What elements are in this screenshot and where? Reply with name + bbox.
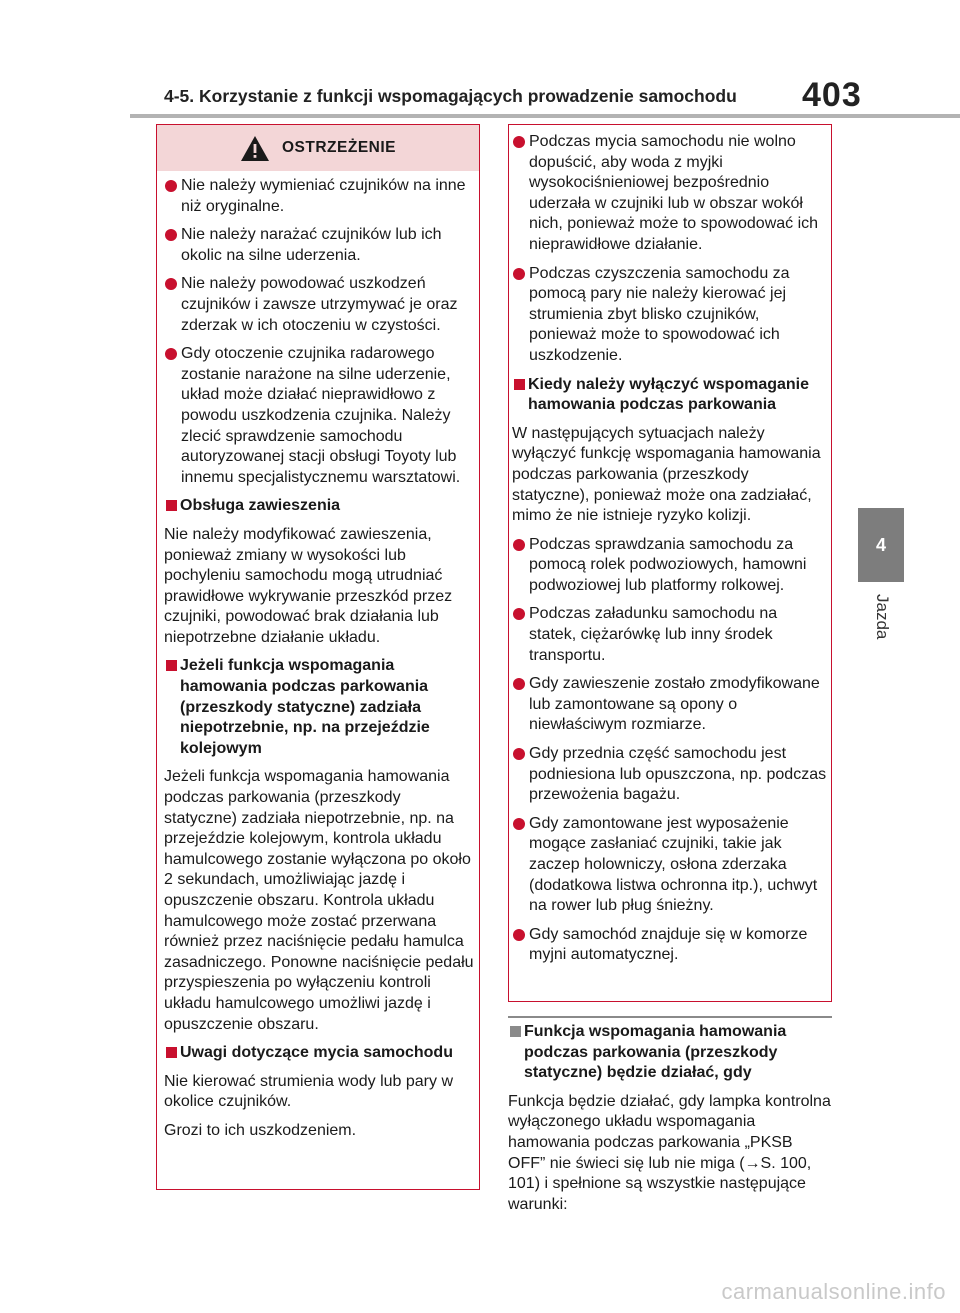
warning-triangle-icon bbox=[240, 135, 270, 162]
paragraph: Funkcja będzie działać, gdy lampka kontrolna wyłączonego układu wspomagania hamowania podczas parkowania „PKSB OFF” nie świeci się lub nie miga (→S. 100, 101) i spełnione są wszystkie następujące warunki: bbox=[508, 1092, 831, 1213]
chapter-tab[interactable]: 4 bbox=[858, 508, 904, 582]
page-number: 403 bbox=[802, 76, 862, 114]
right-column bbox=[512, 132, 828, 974]
left-column bbox=[164, 176, 476, 1150]
header-divider bbox=[130, 114, 960, 118]
paragraph: Grozi to ich uszkodzeniem. bbox=[164, 1121, 357, 1139]
paragraph: Nie należy modyfikować zawieszenia, ponieważ zmiany w wysokości lub pochyleniu samochodu mogą utrudniać prawidłowe wykrywanie przeszkód przez czujniki, powodować brak działania lub niepotrzebne działanie układu. bbox=[164, 525, 453, 646]
subsection-title: Obsługa zawieszenia bbox=[164, 496, 476, 517]
warning-header bbox=[157, 125, 479, 171]
paragraph: Nie kierować strumienia wody lub pary w okolice czujników. bbox=[164, 1072, 453, 1111]
list-item: Podczas mycia samochodu nie wolno dopuścić, aby woda z myjki wysokociśnieniowej bezpośrednio uderzała w czujniki lub w obszar wokół nich, ponieważ może to spowodować ich nieprawidłowe działanie. bbox=[512, 132, 828, 256]
paragraph: W następujących sytuacjach należy wyłączyć funkcję wspomagania hamowania podczas parkowania (przeszkody statyczne), ponieważ może ona zadziałać, mimo że nie istnieje ryzyko kolizji. bbox=[512, 424, 821, 525]
list-item: Nie należy wymieniać czujników na inne niż oryginalne. bbox=[164, 176, 476, 217]
list-item: Nie należy narażać czujników lub ich okolic na silne uderzenia. bbox=[164, 225, 476, 266]
list-item: Gdy przednia część samochodu jest podniesiona lub opuszczona, np. podczas przewożenia bagażu. bbox=[512, 744, 828, 806]
section-divider bbox=[508, 1016, 832, 1018]
bottom-section bbox=[508, 1022, 832, 1223]
warning-heading: OSTRZEŻENIE bbox=[281, 139, 396, 156]
subsection-title: Funkcja wspomagania hamowania podczas parkowania (przeszkody statyczne) będzie działać, gdy bbox=[508, 1022, 832, 1084]
list-item: Gdy zamontowane jest wyposażenie mogące zasłaniać czujniki, takie jak zaczep holowniczy, osłona zderzaka (dodatkowa listwa ochronna itp.), uchwyt na rower lub pług śnieżny. bbox=[512, 814, 828, 917]
list-item: Nie należy powodować uszkodzeń czujników i zawsze utrzymywać je oraz zderzak w ich otoczeniu w czystości. bbox=[164, 274, 476, 336]
list-item: Gdy otoczenie czujnika radarowego zostanie narażone na silne uderzenie, układ może działać nieprawidłowo z powodu uszkodzenia czujnika. Należy zlecić sprawdzenie samochodu autoryzowanej stacji obsługi Toyoty lub innemu specjalistycznemu warsztatowi. bbox=[164, 344, 476, 488]
subsection-title: Jeżeli funkcja wspomagania hamowania podczas parkowania (przeszkody statyczne) zadziała niepotrzebnie, np. na przejeździe kolejowym bbox=[164, 656, 476, 759]
chapter-label: Jazda bbox=[873, 594, 892, 640]
section-title: 4-5. Korzystanie z funkcji wspomagających prowadzenie samochodu bbox=[164, 86, 737, 106]
list-item: Podczas czyszczenia samochodu za pomocą pary nie należy kierować jej strumienia zbyt blisko czujników, ponieważ może to spowodować ich uszkodzenie. bbox=[512, 264, 828, 367]
paragraph: Jeżeli funkcja wspomagania hamowania podczas parkowania (przeszkody statyczne) zadziała niepotrzebnie, np. na przejeździe kolejowym, kontrola układu hamulcowego zostanie wyłączona po około 2 sekundach, umożliwiając jazdę i opuszczenie obszaru. Kontrola układu hamulcowego może zostać przerwana również przez naciśnięcie pedału hamulca zasadniczego. Ponowne naciśnięcie pedału przyspieszenia po wyłączeniu kontroli układu hamulcowego umożliwi jazdę i opuszczenie obszaru. bbox=[164, 768, 474, 1033]
list-item: Gdy samochód znajduje się w komorze myjni automatycznej. bbox=[512, 925, 828, 966]
subsection-title: Uwagi dotyczące mycia samochodu bbox=[164, 1043, 476, 1064]
list-item: Podczas załadunku samochodu na statek, ciężarówkę lub inny środek transportu. bbox=[512, 604, 828, 666]
subsection-title: Kiedy należy wyłączyć wspomaganie hamowania podczas parkowania bbox=[512, 375, 828, 416]
list-item: Podczas sprawdzania samochodu za pomocą rolek podwoziowych, hamowni podwoziowej lub platformy rolkowej. bbox=[512, 535, 828, 597]
watermark: carmanualsonline.info bbox=[721, 1279, 946, 1304]
list-item: Gdy zawieszenie zostało zmodyfikowane lub zamontowane są opony o niewłaściwym rozmiarze. bbox=[512, 674, 828, 736]
